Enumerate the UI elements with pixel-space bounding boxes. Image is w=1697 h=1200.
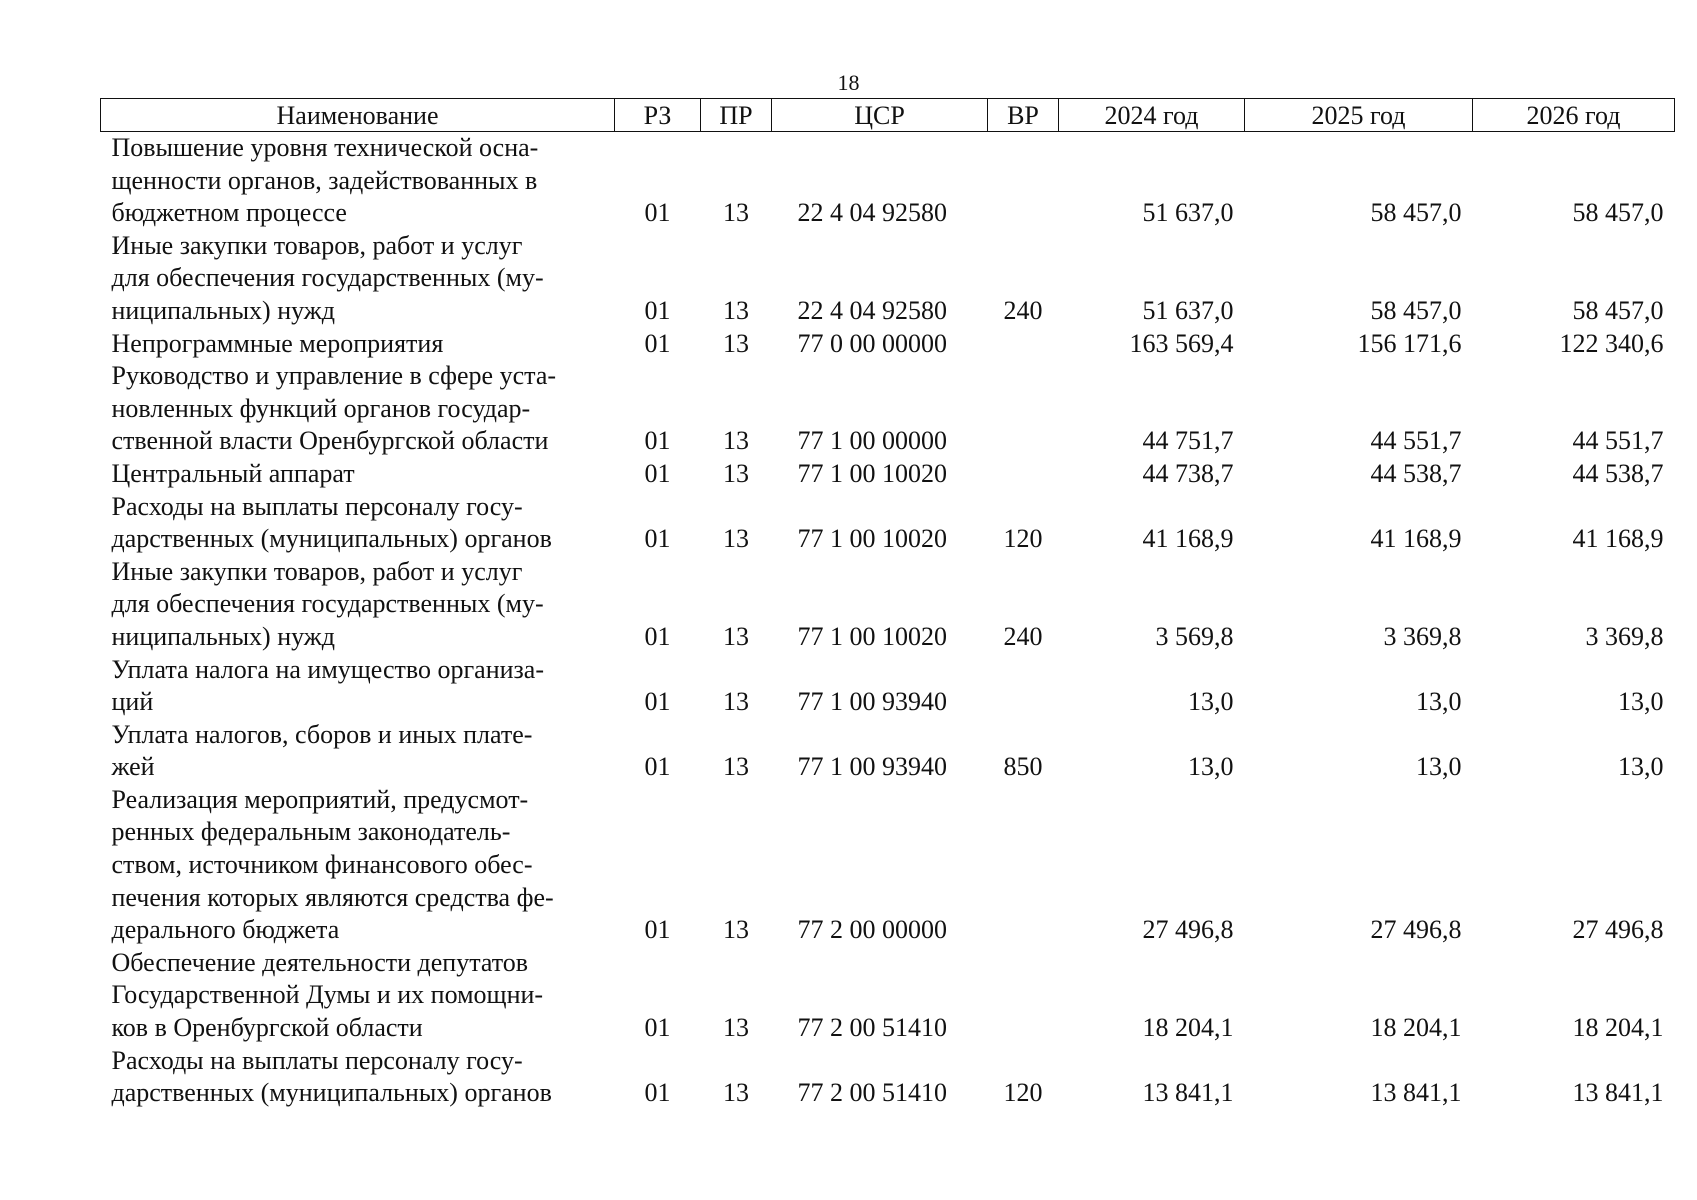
row-rz: 01: [644, 915, 671, 945]
table-body: [101, 132, 1675, 1110]
row-pr: 13: [723, 198, 749, 228]
row-name-line: Центральный аппарат: [111, 458, 355, 488]
row-value-2025: 41 168,9: [1370, 524, 1462, 554]
row-value-2026: 27 496,8: [1572, 915, 1664, 945]
table-row: [101, 719, 1675, 784]
page-number: 18: [837, 70, 860, 95]
row-csr: 22 4 04 92580: [797, 295, 947, 325]
row-name: [101, 230, 615, 328]
row-value-2025: 13,0: [1416, 687, 1462, 717]
row-value-2026: 18 204,1: [1572, 1013, 1664, 1043]
row-csr: 77 1 00 10020: [797, 458, 947, 488]
row-csr: 77 2 00 51410: [797, 1078, 947, 1108]
row-name-line: Обеспечение деятельности депутатов: [111, 947, 529, 977]
row-vr: [988, 328, 1059, 361]
table-row: [101, 784, 1675, 947]
table-row: [101, 491, 1675, 556]
row-value-2024: 13,0: [1188, 687, 1234, 717]
row-name-line: Иные закупки товаров, работ и услуг: [111, 556, 523, 586]
row-pr: 13: [723, 295, 749, 325]
row-value-2026: 122 340,6: [1559, 328, 1664, 358]
row-name-line: ством, источником финансового обес-: [111, 850, 533, 880]
table-row: [101, 1045, 1675, 1110]
row-csr: 77 0 00 00000: [797, 328, 947, 358]
row-rz: 01: [644, 426, 671, 456]
row-name-line: печения которых являются средства фе-: [111, 882, 554, 912]
header-2025: 2025 год: [1245, 99, 1473, 132]
row-pr: 13: [723, 524, 749, 554]
row-name-line: бюджетном процессе: [111, 198, 347, 228]
row-pr: 13: [723, 1078, 749, 1108]
row-name: [101, 784, 615, 947]
row-rz: 01: [644, 328, 671, 358]
row-rz: 01: [644, 458, 671, 488]
row-vr: [988, 784, 1059, 947]
row-name-line: дарственных (муниципальных) органов: [111, 524, 552, 554]
table-row: [101, 360, 1675, 458]
row-value-2024: 41 168,9: [1142, 524, 1234, 554]
row-value-2025: 156 171,6: [1357, 328, 1462, 358]
row-value-2026: 58 457,0: [1572, 295, 1664, 325]
row-value-2024: 51 637,0: [1142, 295, 1234, 325]
row-name-line: Повышение уровня технической осна-: [111, 133, 539, 162]
row-rz: 01: [644, 524, 671, 554]
row-name: [101, 556, 615, 654]
row-vr: [988, 132, 1059, 230]
row-value-2025: 13,0: [1416, 752, 1462, 782]
row-name: [101, 328, 615, 361]
row-vr: [988, 458, 1059, 491]
row-pr: 13: [723, 687, 749, 717]
header-2024: 2024 год: [1059, 99, 1245, 132]
row-vr: 120: [1003, 524, 1043, 554]
row-value-2025: 18 204,1: [1370, 1013, 1462, 1043]
row-name-line: ций: [111, 687, 154, 717]
row-name-line: дарственных (муниципальных) органов: [111, 1078, 552, 1108]
table-row: [101, 947, 1675, 1045]
row-value-2024: 3 569,8: [1155, 621, 1234, 651]
row-name-line: ниципальных) нужд: [111, 621, 335, 651]
row-name-line: для обеспечения государственных (му-: [111, 589, 544, 619]
row-vr: [988, 947, 1059, 1045]
row-name: [101, 360, 615, 458]
row-name: [101, 947, 615, 1045]
row-rz: 01: [644, 1013, 671, 1043]
row-vr: 850: [1003, 752, 1043, 782]
row-value-2025: 3 369,8: [1383, 621, 1462, 651]
row-name: [101, 491, 615, 556]
row-pr: 13: [723, 328, 749, 358]
table-row: [101, 458, 1675, 491]
row-value-2024: 44 751,7: [1142, 426, 1234, 456]
row-name: [101, 1045, 615, 1110]
table-row: [101, 328, 1675, 361]
row-value-2026: 58 457,0: [1572, 198, 1664, 228]
table-row: [101, 230, 1675, 328]
row-name-line: ренных федеральным законодатель-: [111, 817, 511, 847]
header-2026: 2026 год: [1473, 99, 1675, 132]
row-vr: 120: [1003, 1078, 1043, 1108]
table-row: [101, 556, 1675, 654]
header-rz: РЗ: [615, 99, 701, 132]
row-csr: 77 1 00 10020: [797, 524, 947, 554]
row-rz: 01: [644, 621, 671, 651]
row-value-2024: 18 204,1: [1142, 1013, 1234, 1043]
row-value-2024: 27 496,8: [1142, 915, 1234, 945]
row-name-line: Уплата налогов, сборов и иных плате-: [111, 719, 533, 749]
row-name-line: дерального бюджета: [111, 915, 340, 945]
row-name-line: ственной власти Оренбургской области: [111, 426, 549, 456]
row-name-line: Иные закупки товаров, работ и услуг: [111, 230, 523, 260]
row-rz: 01: [644, 687, 671, 717]
row-csr: 77 1 00 00000: [797, 426, 947, 456]
row-name-line: новленных функций органов государ-: [111, 393, 531, 423]
row-name-line: Расходы на выплаты персоналу госу-: [111, 491, 523, 521]
row-name: [101, 132, 615, 230]
header-name: Наименование: [101, 99, 615, 132]
row-csr: 77 2 00 00000: [797, 915, 947, 945]
row-name: [101, 458, 615, 491]
row-pr: 13: [723, 458, 749, 488]
row-vr: [988, 360, 1059, 458]
row-value-2026: 13,0: [1618, 687, 1664, 717]
row-value-2025: 13 841,1: [1370, 1078, 1462, 1108]
row-name-line: Реализация мероприятий, предусмот-: [111, 784, 529, 814]
table-row: [101, 654, 1675, 719]
row-name-line: для обеспечения государственных (му-: [111, 263, 544, 293]
row-value-2026: 44 551,7: [1572, 426, 1664, 456]
row-rz: 01: [644, 198, 671, 228]
table-row: [101, 132, 1675, 230]
header-pr: ПР: [701, 99, 772, 132]
row-value-2024: 44 738,7: [1142, 458, 1234, 488]
row-vr: 240: [1003, 621, 1043, 651]
row-csr: 22 4 04 92580: [797, 198, 947, 228]
row-name-line: ниципальных) нужд: [111, 295, 335, 325]
row-csr: 77 1 00 93940: [797, 752, 947, 782]
row-value-2025: 58 457,0: [1370, 295, 1462, 325]
row-rz: 01: [644, 752, 671, 782]
row-vr: 240: [1003, 295, 1043, 325]
row-pr: 13: [723, 621, 749, 651]
row-value-2026: 13,0: [1618, 752, 1664, 782]
row-name-line: щенности органов, задействованных в: [111, 165, 538, 195]
table-header-row: [101, 99, 1675, 132]
row-csr: 77 2 00 51410: [797, 1013, 947, 1043]
row-value-2024: 51 637,0: [1142, 198, 1234, 228]
header-csr: ЦСР: [772, 99, 988, 132]
row-vr: [988, 654, 1059, 719]
header-vr: ВР: [988, 99, 1059, 132]
row-csr: 77 1 00 93940: [797, 687, 947, 717]
row-value-2025: 27 496,8: [1370, 915, 1462, 945]
row-name-line: Непрограммные мероприятия: [111, 328, 444, 358]
row-value-2024: 13,0: [1188, 752, 1234, 782]
row-rz: 01: [644, 295, 671, 325]
row-rz: 01: [644, 1078, 671, 1108]
row-pr: 13: [723, 752, 749, 782]
row-name-line: Государственной Думы и их помощни-: [111, 980, 544, 1010]
row-name-line: Уплата налога на имущество организа-: [111, 654, 544, 684]
row-name-line: ков в Оренбургской области: [111, 1013, 423, 1043]
row-name-line: Руководство и управление в сфере уста-: [111, 361, 557, 391]
row-name-line: Расходы на выплаты персоналу госу-: [111, 1045, 523, 1075]
row-value-2024: 163 569,4: [1129, 328, 1234, 358]
budget-table: [100, 98, 1675, 1110]
row-value-2026: 3 369,8: [1585, 621, 1664, 651]
row-value-2026: 13 841,1: [1572, 1078, 1664, 1108]
row-pr: 13: [723, 426, 749, 456]
row-pr: 13: [723, 1013, 749, 1043]
row-value-2026: 44 538,7: [1572, 458, 1664, 488]
row-value-2025: 44 538,7: [1370, 458, 1462, 488]
row-value-2025: 44 551,7: [1370, 426, 1462, 456]
row-name: [101, 654, 615, 719]
row-csr: 77 1 00 10020: [797, 621, 947, 651]
row-name: [101, 719, 615, 784]
row-pr: 13: [723, 915, 749, 945]
row-value-2025: 58 457,0: [1370, 198, 1462, 228]
row-value-2024: 13 841,1: [1142, 1078, 1234, 1108]
row-name-line: жей: [111, 752, 155, 782]
row-value-2026: 41 168,9: [1572, 524, 1664, 554]
